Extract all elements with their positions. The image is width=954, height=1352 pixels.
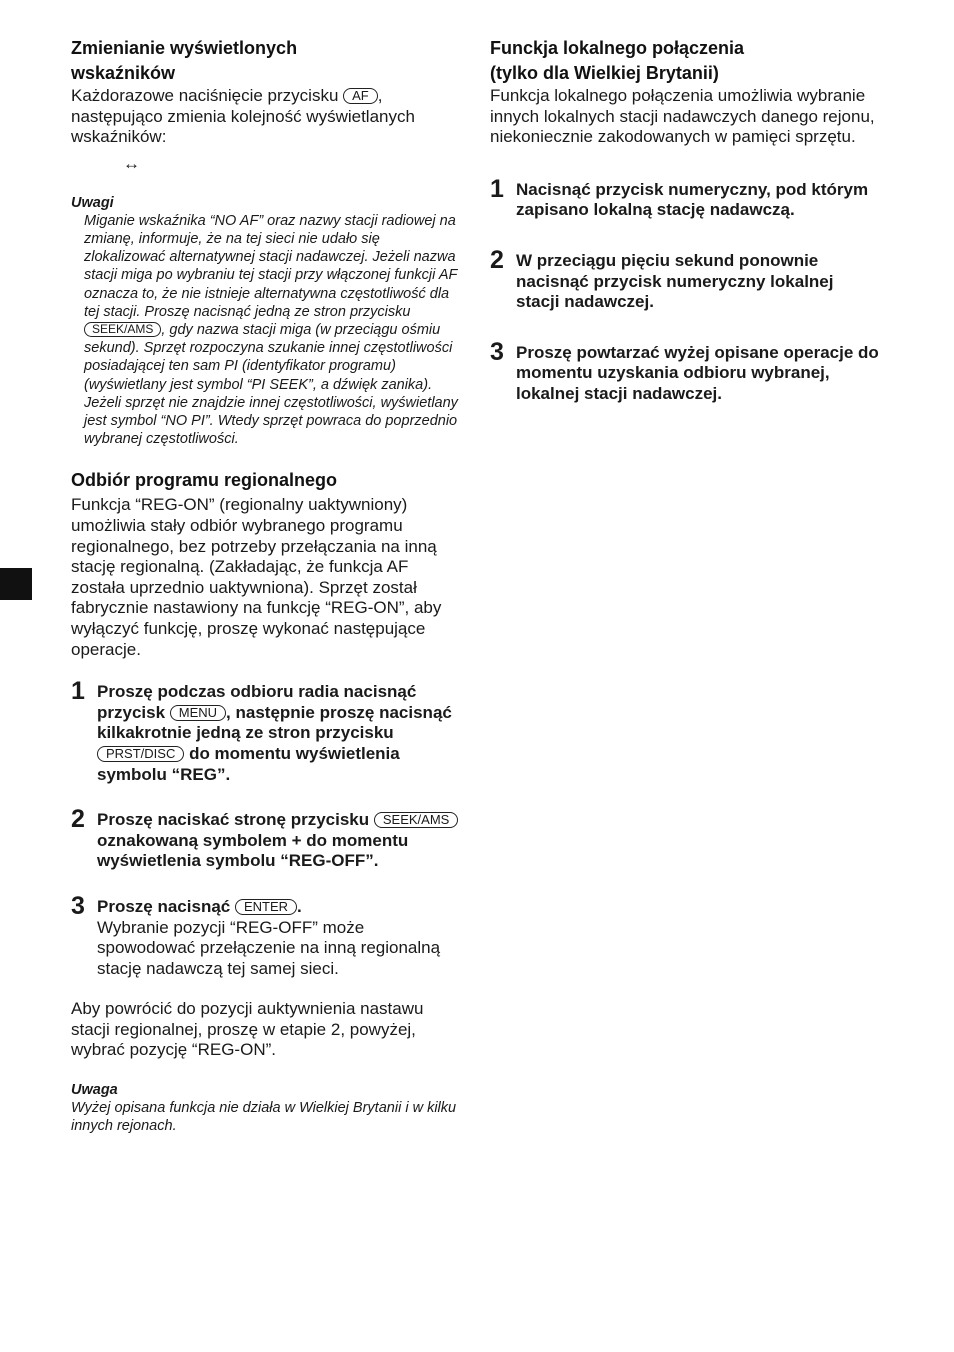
enter-button-symbol: ENTER [235,899,297,915]
text-fragment: . [297,896,302,916]
step-text: W przeciągu pięciu sekund ponownie nacisnąć przycisk numeryczny lokalnej stacji nadawczej. [516,250,834,312]
step-number: 2 [71,805,85,834]
heading-line-1: Zmienianie wyświetlonych [71,38,298,58]
return-instructions: Aby powrócić do pozycji auktywnienia nastawu stacji regionalnej, proszę w etapie 2, powyżej, wybrać pozycję “REG-ON”. [71,999,424,1060]
text-fragment: Każdorazowe naciśnięcie przycisku [71,86,344,105]
step-text [97,897,461,918]
step-subtext: Wybranie pozycji “REG-OFF” może spowodować przełączenie na inną regionalną stację nadawczą tej samej sieci. [97,917,441,978]
regional-text: Funkcja “REG-ON” (regionalny uaktywniony) umożliwia stały odbiór wybranego programu regionalnego, bez potrzeby przełączania na inną stację regionalną. (Zakładając, że funkcja AF została uprzednio uaktywniona). Sprzęt został fabrycznie nastawiony na funkcję “REG-ON”, aby wyłączyć funkcję, proszę wykonać następujące operacje. [71,495,442,659]
section-heading-display-indicators [71,36,461,86]
step-2 [71,805,461,872]
step-text: Nacisnąć przycisk numeryczny, pod którym zapisano lokalną stację nadawczą. [516,179,869,220]
step-number: 3 [71,891,85,920]
menu-button-symbol: MENU [170,705,226,721]
text-fragment: do momentu wyświetlenia symbolu “REG”. [97,743,400,784]
text-fragment: Proszę naciskać stronę przycisku [97,810,374,830]
step-text [97,810,461,872]
left-right-arrow-icon: ↔ [123,153,140,173]
prst-disc-button-symbol: PRST/DISC [97,746,184,762]
note-body: Wyżej opisana funkcja nie działa w Wielkiej Brytanii i w kilku innych rejonach. [71,1100,457,1135]
local-step-2 [490,245,880,313]
text-fragment: , następnie proszę nacisnąć kilkakrotnie jedną ze stron przycisku [97,702,452,743]
text-fragment: Proszę nacisnąć [97,896,235,916]
step-number: 1 [71,677,85,706]
step-3 [71,891,461,979]
notes-body [84,212,461,449]
local-step-1 [490,174,880,221]
seek-ams-button-symbol: SEEK/AMS [84,322,161,337]
seek-ams-button-symbol: SEEK/AMS [374,812,458,828]
af-button-symbol: AF [343,88,378,104]
section-tab-marker [0,568,32,600]
note-title: Uwaga [71,1082,118,1099]
text-fragment: , gdy nazwa stacji miga (w przeciągu ośmiu sekund). Sprzęt rozpoczyna szukanie innej częstotliwości posiadającej ten sam PI (identyfikator programu) (wyświetlany jest symbol “PI SEEK”, a dźwięk zanika). Jeżeli sprzęt nie znajdzie innej częstotliwości, wyświetlany jest symbol “NO PI”. Wtedy sprzęt powraca do poprzednio wybranej częstotliwości. [84,322,458,448]
step-number: 1 [490,174,504,203]
text-fragment: , następująco zmienia kolejność wyświetlanych wskaźników: [71,86,415,147]
local-link-text: Funkcja lokalnego połączenia umożliwia wybranie innych lokalnych stacji nadawczych danego rejonu, niekoniecznie zakodowanych w pamięci sprzętu. [490,86,875,147]
left-column [71,36,461,1135]
section-heading-regional: Odbiór programu regionalnego [71,470,338,491]
text-fragment: Proszę podczas odbioru radia nacisnąć przycisk [97,682,417,722]
text-fragment: oznakowaną symbolem + do momentu wyświetlenia symbolu “REG-OFF”. [97,830,409,871]
right-column [490,36,880,405]
step-text [97,682,461,785]
heading-line-2: wskaźników [71,63,176,83]
step-number: 3 [490,337,504,366]
step-number: 2 [490,245,504,274]
text-fragment: Miganie wskaźnika “NO AF” oraz nazwy stacji radiowej na zmianę, informuje, że na tej sieci nie udało się zlokalizować alternatywnej stacji nadawczej. Jeżeli nazwa stacji miga po wybraniu tej stacji przy włączonej funkcji AF oznacza to, że nie istnieje alternatywna częstotliwość dla tej stacji. Proszę nacisnąć jedną ze stron przycisku [84,212,458,320]
step-text: Proszę powtarzać wyżej opisane operacje do momentu uzyskania odbioru wybranej, lokalnej stacji nadawczej. [516,342,879,403]
local-step-3 [490,337,880,405]
heading-line-2: (tylko dla Wielkiej Brytanii) [490,63,719,83]
notes-title: Uwagi [71,194,114,211]
display-indicators-text [71,86,461,148]
section-heading-local-link [490,36,880,86]
step-1 [71,677,461,785]
heading-line-1: Funckja lokalnego połączenia [490,38,745,58]
